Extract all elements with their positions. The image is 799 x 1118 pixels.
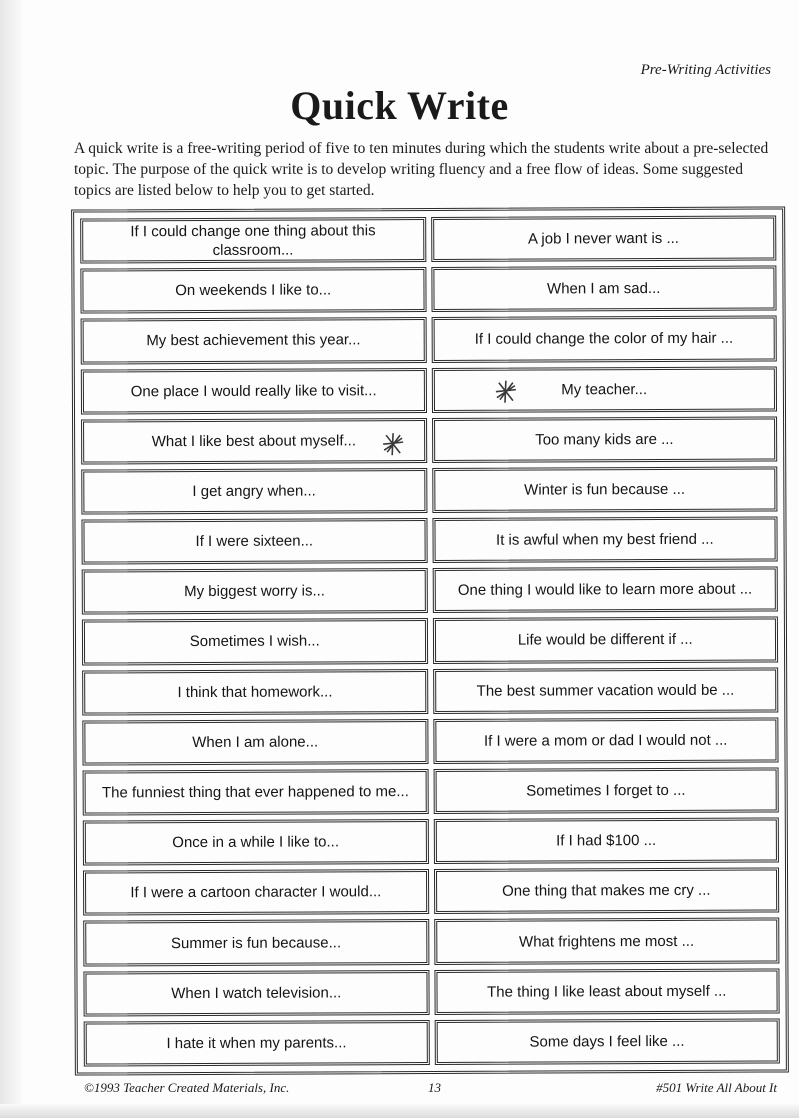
footer-book-title: #501 Write All About It [656, 1080, 777, 1095]
topics-grid [80, 215, 780, 1066]
topic-cell-right: When I am sad... [431, 266, 777, 313]
topic-cell-left: If I could change one thing about this classroom... [80, 217, 426, 264]
pencil-scribble-icon [492, 378, 518, 404]
footer-page-number: 13 [428, 1080, 441, 1095]
topic-cell-left: When I watch television... [83, 970, 429, 1017]
topic-cell-right: If I could change the color of my hair ... [431, 316, 777, 363]
topic-cell-left: I hate it when my parents... [84, 1020, 430, 1067]
topics-table [71, 206, 789, 1075]
topic-cell-left: I think that homework... [82, 669, 428, 716]
topic-cell-right: If I had $100 ... [433, 818, 779, 865]
topic-cell-left: Once in a while I like to... [83, 819, 429, 866]
topic-cell-right: What frightens me most ... [434, 918, 780, 965]
topic-cell-right: It is awful when my best friend ... [432, 517, 778, 564]
topic-cell-right: If I were a mom or dad I would not ... [433, 717, 779, 764]
topic-cell-right: The thing I like least about myself ... [434, 968, 780, 1015]
topic-cell-right: The best summer vacation would be ... [433, 667, 779, 714]
topic-cell-right: Too many kids are ... [432, 416, 778, 463]
topic-cell-right: Life would be different if ... [432, 617, 778, 664]
topic-cell-right: One thing I would like to learn more about ... [432, 567, 778, 614]
topic-cell-right: Sometimes I forget to ... [433, 767, 779, 814]
intro-paragraph: A quick write is a free-writing period of five to ten minutes during which the students write about a pre-selected topic. The purpose of the quick write is to develop writing fluency and a free flow of ideas. Some suggested topics are listed below to help you to get started. [74, 140, 769, 199]
topic-cell-right: A job I never want is ... [431, 215, 777, 262]
topic-cell-left: When I am alone... [82, 719, 428, 766]
pencil-scribble-icon [380, 431, 406, 457]
topic-cell-left: What I like best about myself... [81, 418, 427, 465]
footer-copyright: ©1993 Teacher Created Materials, Inc. [84, 1080, 290, 1095]
topic-cell-left: If I were sixteen... [81, 518, 427, 565]
topic-cell-right: Winter is fun because ... [432, 466, 778, 513]
topic-cell-left: One place I would really like to visit... [81, 368, 427, 415]
scan-edge-shadow [0, 0, 22, 1118]
topic-cell-left: If I were a cartoon character I would... [83, 869, 429, 916]
page-title: Quick Write [290, 83, 509, 128]
topic-cell-right: My teacher... [431, 366, 777, 413]
topic-cell-left: Summer is fun because... [83, 919, 429, 966]
topic-cell-left: Sometimes I wish... [82, 618, 428, 665]
scan-bottom-shadow [0, 1104, 799, 1118]
section-label: Pre-Writing Activities [640, 62, 771, 78]
topic-cell-left: On weekends I like to... [80, 267, 426, 314]
topic-cell-right: One thing that makes me cry ... [433, 868, 779, 915]
topic-cell-left: The funniest thing that ever happened to me... [83, 769, 429, 816]
topic-cell-left: My best achievement this year... [81, 317, 427, 364]
topic-cell-right: Some days I feel like ... [434, 1018, 780, 1065]
topic-cell-left: I get angry when... [81, 468, 427, 515]
topic-cell-left: My biggest worry is... [82, 568, 428, 615]
